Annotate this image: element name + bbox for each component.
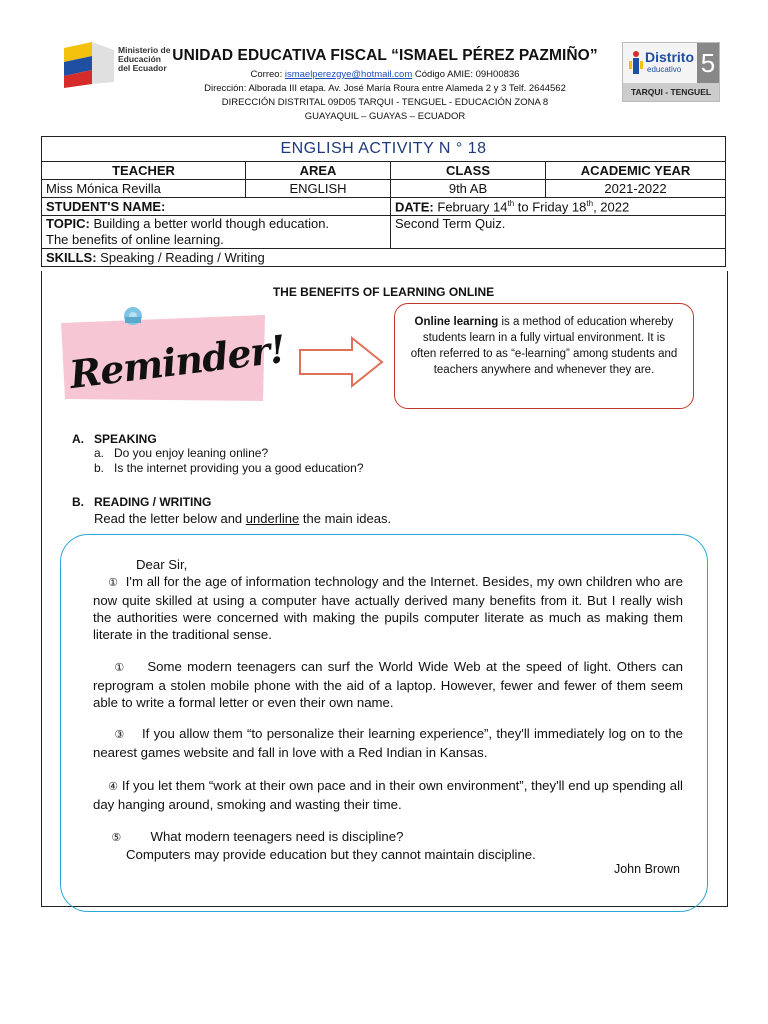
area-header: AREA xyxy=(246,162,391,180)
quiz-field: Second Term Quiz. xyxy=(391,216,726,249)
date-label: DATE: xyxy=(395,199,434,215)
reminder-note xyxy=(55,305,288,405)
email-link[interactable]: ismaelperezgye@hotmail.com xyxy=(284,69,413,80)
definition-term: Online learning xyxy=(414,316,499,328)
class-value: 9th AB xyxy=(391,180,546,198)
speaking-heading: A. SPEAKING xyxy=(72,432,157,446)
definition-text: is a method of education whereby students learn in a fully virtual environment. It is often referred to as “e-learning” among students and teachers anywhere and whenever they are. xyxy=(410,316,678,376)
speaking-section xyxy=(72,432,364,476)
district-figure-icon xyxy=(627,49,645,77)
year-header: ACADEMIC YEAR xyxy=(546,162,726,180)
district-logo-word: Distrito xyxy=(645,49,694,65)
student-name-field[interactable] xyxy=(42,198,391,216)
right-arrow-icon xyxy=(298,336,384,388)
school-name: UNIDAD EDUCATIVA FISCAL “ISMAEL PÉREZ PAZMIÑO” xyxy=(172,47,598,64)
area-value: ENGLISH xyxy=(246,180,391,198)
speaking-question-b: b. Is the internet providing you a good education? xyxy=(94,461,364,475)
activity-table xyxy=(41,136,726,267)
speaking-question-a: a. Do you enjoy leaning online? xyxy=(94,446,269,460)
letter-paragraph-3: ③ If you allow them “to personalize their learning experience”, they'll immediately log on to the nearest games website and fall in love with a Red Indian in Kansas. xyxy=(93,726,683,760)
topic-field: TOPIC: Building a better world though education. The benefits of online learning. xyxy=(42,216,391,249)
topic-label: TOPIC: xyxy=(46,216,90,231)
district-line: DIRECCIÓN DISTRITAL 09D05 TARQUI - TENGUEL - EDUCACIÓN ZONA 8 xyxy=(221,97,549,108)
letter-paragraph-2: ① Some modern teenagers can surf the World Wide Web at the speed of light. Others can reprogram a stolen mobile phone with the aid of a laptop. However, fewer and fewer of them seem able to write a formal letter or even their own name. xyxy=(93,659,683,710)
skills-field: SKILLS: Speaking / Reading / Writing xyxy=(42,249,726,267)
activity-title: ENGLISH ACTIVITY N ° 18 xyxy=(42,137,726,162)
date-field: DATE: February 14th to Friday 18th, 2022 xyxy=(391,198,726,216)
district-logo-number: 5 xyxy=(697,43,719,83)
letter-greeting: Dear Sir, xyxy=(136,557,188,572)
section-title: THE BENEFITS OF LEARNING ONLINE xyxy=(272,285,495,299)
amie-code: Código AMIE: 09H00836 xyxy=(414,69,520,80)
contact-line xyxy=(150,69,620,80)
city-line: GUAYAQUIL – GUAYAS – ECUADOR xyxy=(304,111,466,122)
topic-line2: The benefits of online learning. xyxy=(46,232,224,247)
skills-label: SKILLS: xyxy=(46,250,97,265)
district-logo-caption: TARQUI - TENGUEL xyxy=(623,83,719,101)
address-line: Dirección: Alborada III etapa. Av. José María Roura entre Alameda 2 y 3 Telf. 2644562 xyxy=(204,83,566,94)
district-logo xyxy=(622,42,720,102)
year-value: 2021-2022 xyxy=(546,180,726,198)
letter-paragraph-1: ① I'm all for the age of information technology and the Internet. Besides, my own children who are now quite skilled at using a computer have actually derived many benefits from it. But I really wish the authorities were concerned with making the pupils computer literate as much as making them literate in the traditional sense. xyxy=(93,574,684,642)
teacher-header: TEACHER xyxy=(42,162,246,180)
student-name-label: STUDENT'S NAME: xyxy=(46,199,166,214)
letter-signature: John Brown xyxy=(613,862,680,876)
teacher-value: Miss Mónica Revilla xyxy=(42,180,246,198)
letter-paragraph-5: ⑤ What modern teenagers need is discipline? xyxy=(111,829,404,844)
ministry-logo-text: Ministerio de Educación del Ecuador xyxy=(118,45,171,73)
letter-paragraph-4: ④ If you let them “work at their own pace and in their own environment”, they'll end up spending all day hanging around, smoking and wasting their time. xyxy=(93,778,683,812)
reading-heading: B. READING / WRITING xyxy=(72,495,212,509)
letter-closing-line: Computers may provide education but they cannot maintain discipline. xyxy=(126,847,536,862)
reading-instruction: Read the letter below and underline the main ideas. xyxy=(94,511,392,526)
reading-section xyxy=(72,495,391,526)
email-label: Correo: xyxy=(250,69,283,80)
reminder-text: Reminder! xyxy=(67,325,288,398)
district-logo-sub: educativo xyxy=(647,65,682,74)
class-header: CLASS xyxy=(391,162,546,180)
definition-box xyxy=(394,303,694,409)
